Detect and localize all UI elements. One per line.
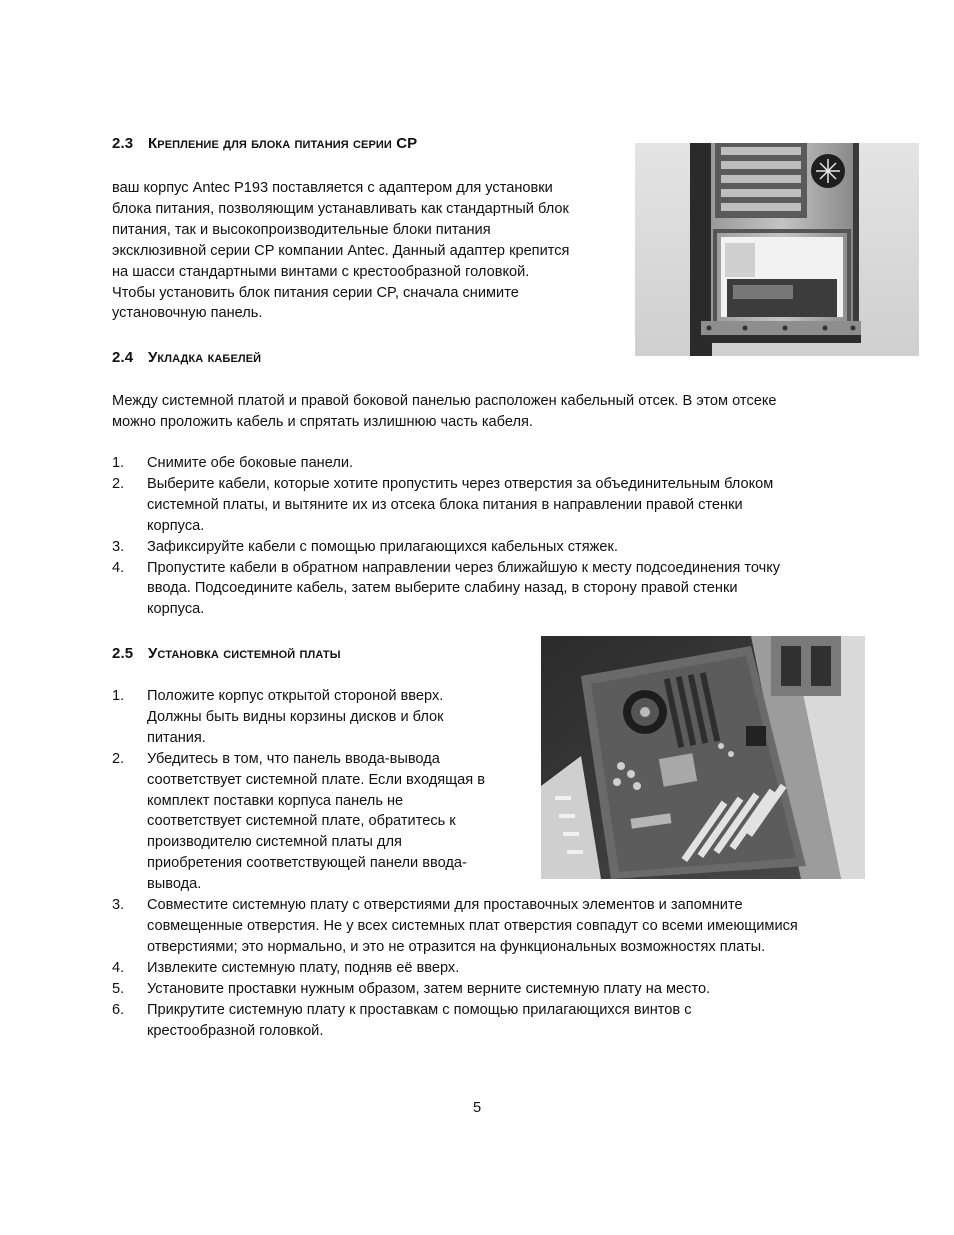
list-line: Снимите обе боковые панели. <box>147 455 354 471</box>
list-line: системной платы, и вытяните их из отсека блока питания в направлении правой стенки <box>147 496 743 513</box>
list-line: корпуса. <box>147 601 205 618</box>
list-number: 2. <box>112 750 125 767</box>
list-number: 4. <box>112 559 125 576</box>
list-item <box>112 558 872 621</box>
list-number: 1. <box>112 688 125 704</box>
page-number: 5 <box>472 1100 482 1116</box>
text-line: установочную панель. <box>112 305 263 322</box>
list-line: соответствует системной плате, обратитесь к <box>147 813 456 830</box>
list-line: отверстиями; это нормально, и это не отразится на функциональных возможностях платы. <box>147 938 766 955</box>
list-item <box>112 474 872 537</box>
list-line: соответствует системной плате. Если входящая в <box>147 771 485 788</box>
list-item <box>112 895 798 958</box>
list-item <box>112 979 711 1000</box>
section-title: Крепление для блока питания серии CP <box>148 135 418 152</box>
list-line: производителю системной платы для <box>147 834 402 851</box>
list-item <box>112 453 872 474</box>
list-line: Извлеките системную плату, подняв её вверх. <box>147 959 460 976</box>
section-heading-2-4 <box>112 349 261 366</box>
motherboard-steps-top <box>112 686 798 1041</box>
section-title: Укладка кабелей <box>148 349 262 366</box>
text-line: питания, так и высокопроизводительные блоки питания <box>112 221 491 238</box>
list-line: вывода. <box>147 876 202 893</box>
list-line: комплект поставки корпуса панель не <box>147 792 404 809</box>
list-line: Пропустите кабели в обратном направлении через ближайшую к месту подсоединения точку <box>147 559 781 576</box>
list-line: Совместите системную плату с отверстиями для проставочных элементов и запомните <box>147 897 743 914</box>
section-2-3-paragraph <box>112 178 569 324</box>
text-line: ваш корпус Antec P193 поставляется с адаптером для установки <box>112 180 553 196</box>
section-number: 2.3 <box>112 135 134 152</box>
list-number: 6. <box>112 1001 125 1018</box>
list-number: 2. <box>112 475 125 492</box>
text-line: Чтобы установить блок питания серии CP, сначала снимите <box>112 284 519 301</box>
list-item <box>112 1000 692 1042</box>
motherboard-photo <box>541 636 865 879</box>
list-line: приобретения соответствующей панели ввода- <box>147 855 467 872</box>
text-line: на шасси стандартными винтами с крестообразной головкой. <box>112 263 530 280</box>
text-line: можно проложить кабель и спрятать излишнюю часть кабеля. <box>112 413 533 430</box>
list-line: Установите проставки нужным образом, затем верните системную плату на место. <box>147 980 711 997</box>
list-line: Зафиксируйте кабели с помощью прилагающихся кабельных стяжек. <box>147 538 618 555</box>
cable-routing-steps <box>112 453 872 620</box>
list-number: 1. <box>112 455 125 471</box>
text-line: эксклюзивной серии CP компании Antec. Данный адаптер крепится <box>112 242 570 259</box>
section-heading-2-3 <box>112 135 417 152</box>
list-line: корпуса. <box>147 517 205 534</box>
section-heading-2-5 <box>112 645 341 662</box>
list-line: совмещенные отверстия. Не у всех системных плат отверстия совпадут со всеми имеющимися <box>147 917 798 934</box>
section-title: Установка системной платы <box>148 645 341 662</box>
motherboard-illustration <box>541 636 865 879</box>
text-line: блока питания, позволяющим устанавливать как стандартный блок <box>112 200 569 217</box>
psu-adapter-illustration <box>635 143 919 356</box>
list-number: 3. <box>112 897 125 914</box>
list-line: Должны быть видны корзины дисков и блок <box>147 708 444 725</box>
list-item <box>112 749 532 895</box>
list-line: Прикрутите системную плату к проставкам с помощью прилагающихся винтов с <box>147 1001 692 1018</box>
list-line: Убедитесь в том, что панель ввода-вывода <box>147 750 440 767</box>
list-line: Выберите кабели, которые хотите пропустить через отверстия за объединительным блоком <box>147 475 774 492</box>
list-number: 4. <box>112 959 125 976</box>
list-item <box>112 537 872 558</box>
list-number: 3. <box>112 538 125 555</box>
list-line: питания. <box>147 729 206 746</box>
list-line: Положите корпус открытой стороной вверх. <box>147 688 444 704</box>
section-number: 2.5 <box>112 645 134 662</box>
section-number: 2.4 <box>112 349 134 366</box>
psu-adapter-photo <box>635 143 919 356</box>
list-item <box>112 686 532 749</box>
list-number: 5. <box>112 980 125 997</box>
section-2-4-paragraph <box>112 391 777 433</box>
list-line: ввода. Подсоедините кабель, затем выберите слабину назад, в сторону правой стенки <box>147 580 738 597</box>
list-line: крестообразной головкой. <box>147 1022 324 1039</box>
text-line: Между системной платой и правой боковой панелью расположен кабельный отсек. В этом отсеке <box>112 393 777 409</box>
list-item <box>112 958 532 979</box>
